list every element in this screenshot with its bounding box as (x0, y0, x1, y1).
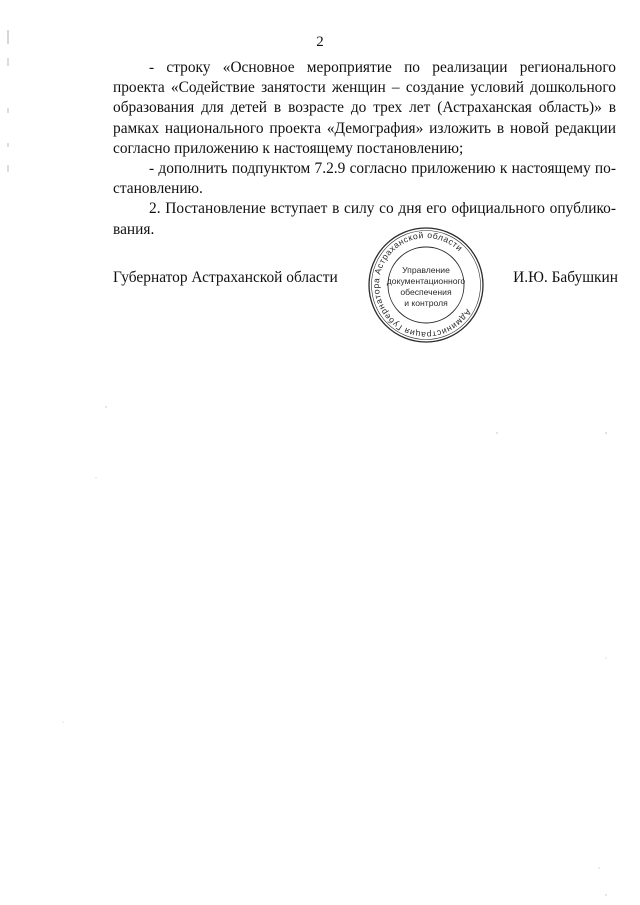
scan-dot (605, 432, 607, 434)
seal-center-line-1: Управление (402, 265, 450, 275)
signer-name: И.Ю. Бабушкин (513, 269, 618, 286)
scan-dot (95, 477, 96, 478)
scan-dot (496, 432, 497, 433)
scan-dot (62, 721, 63, 722)
seal-center-line-3: обеспечения (400, 287, 452, 297)
paragraph-add-subitem: - дополнить подпунктом 7.2.9 согласно приложению к настоящему постановлению. (113, 160, 616, 198)
scan-dot (605, 657, 606, 658)
scan-dot (605, 894, 606, 895)
seal-ring-textpath: Администрация Губернатора Астраханской области (370, 229, 474, 341)
scan-dot (105, 406, 106, 407)
scan-dot (598, 867, 599, 868)
official-seal (367, 226, 485, 344)
paragraph-effective-date: 2. Постановление вступает в силу со дня его официального опубликования. (113, 200, 616, 238)
paragraph-amend-line: - строку «Основное мероприятие по реализации регионального проекта «Содействие занятости женщин – создание условий дошкольного образования для детей в возрасте до трех лет (Астраханская область)» в рамках национального проекта «Демография» изложить в новой редакции согласно приложению к настоящему постановлению; (113, 59, 616, 157)
page-number: 2 (316, 34, 324, 50)
seal-center-line-4: и контроля (404, 298, 448, 308)
document-body (113, 58, 616, 240)
seal-center-line-2: документационного (386, 276, 466, 286)
signer-title: Губернатор Астраханской области (113, 269, 338, 286)
